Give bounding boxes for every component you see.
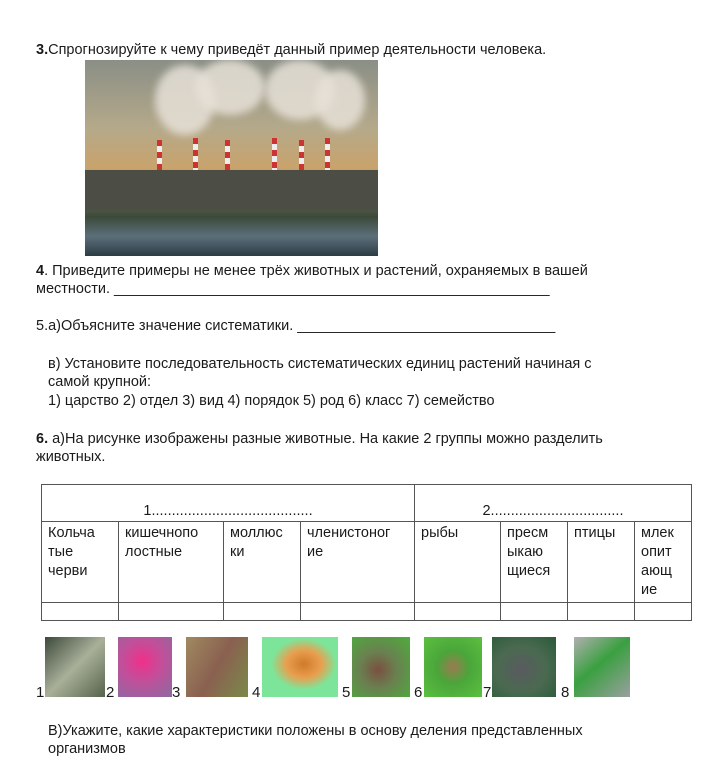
answer-cell[interactable] [635, 603, 692, 621]
fish-image [45, 637, 105, 697]
sea-anemone-image [118, 637, 172, 697]
answer-cell[interactable] [301, 603, 415, 621]
answer-cell[interactable] [568, 603, 635, 621]
question-4-line2: местности. ______________________________________________________ [36, 281, 550, 297]
factory-smoke-photo [85, 60, 378, 256]
question-5a: 5.а)Объясните значение систематики. ________________________________ [36, 318, 556, 334]
question-5b-line2: самой крупной: [48, 374, 152, 390]
group-2-header: 2................................. [415, 485, 692, 522]
column-header: членистоног ие [301, 522, 415, 603]
question-6b: В)Укажите, какие характеристики положены в основу деления представленных [48, 723, 583, 739]
taxonomy-list: 1) царство 2) отдел 3) вид 4) порядок 5) род 6) класс 7) семейство [48, 393, 495, 409]
bird-image [492, 637, 556, 697]
tiger-image [262, 637, 338, 697]
question-4: 4. Приведите примеры не менее трёх животных и растений, охраняемых в вашей [36, 263, 588, 279]
column-header: млек опит ающ ие [635, 522, 692, 603]
animal-number: 1 [36, 684, 45, 701]
animal-number: 5 [342, 684, 351, 701]
answer-cell[interactable] [224, 603, 301, 621]
group-1-header: 1........................................ [42, 485, 415, 522]
answer-cell[interactable] [501, 603, 568, 621]
column-header: кишечнопо лостные [119, 522, 224, 603]
animal-number: 8 [561, 684, 570, 701]
snail-image [352, 637, 410, 697]
classification-table [41, 484, 692, 621]
answer-cell[interactable] [119, 603, 224, 621]
column-header: Кольча тые черви [42, 522, 119, 603]
column-header: рыбы [415, 522, 501, 603]
question-5b: в) Установите последовательность систематических единиц растений начиная с [48, 356, 592, 372]
lizard-image [574, 637, 630, 697]
answer-cell[interactable] [415, 603, 501, 621]
question-3: 3.Спрогнозируйте к чему приведёт данный пример деятельности человека. [36, 42, 547, 58]
question-6b-line2: организмов [48, 741, 126, 757]
question-6: 6. а)На рисунке изображены разные животные. На какие 2 группы можно разделить [36, 431, 603, 447]
answer-cell[interactable] [42, 603, 119, 621]
column-header: птицы [568, 522, 635, 603]
earthworm-image [186, 637, 248, 697]
animal-number: 2 [106, 684, 115, 701]
animal-number: 4 [252, 684, 261, 701]
animal-number: 7 [483, 684, 492, 701]
column-header: пресм ыкаю щиеся [501, 522, 568, 603]
animal-number: 6 [414, 684, 423, 701]
spider-image [424, 637, 482, 697]
column-header: моллюс ки [224, 522, 301, 603]
animal-number: 3 [172, 684, 181, 701]
question-6-line2: животных. [36, 449, 106, 465]
